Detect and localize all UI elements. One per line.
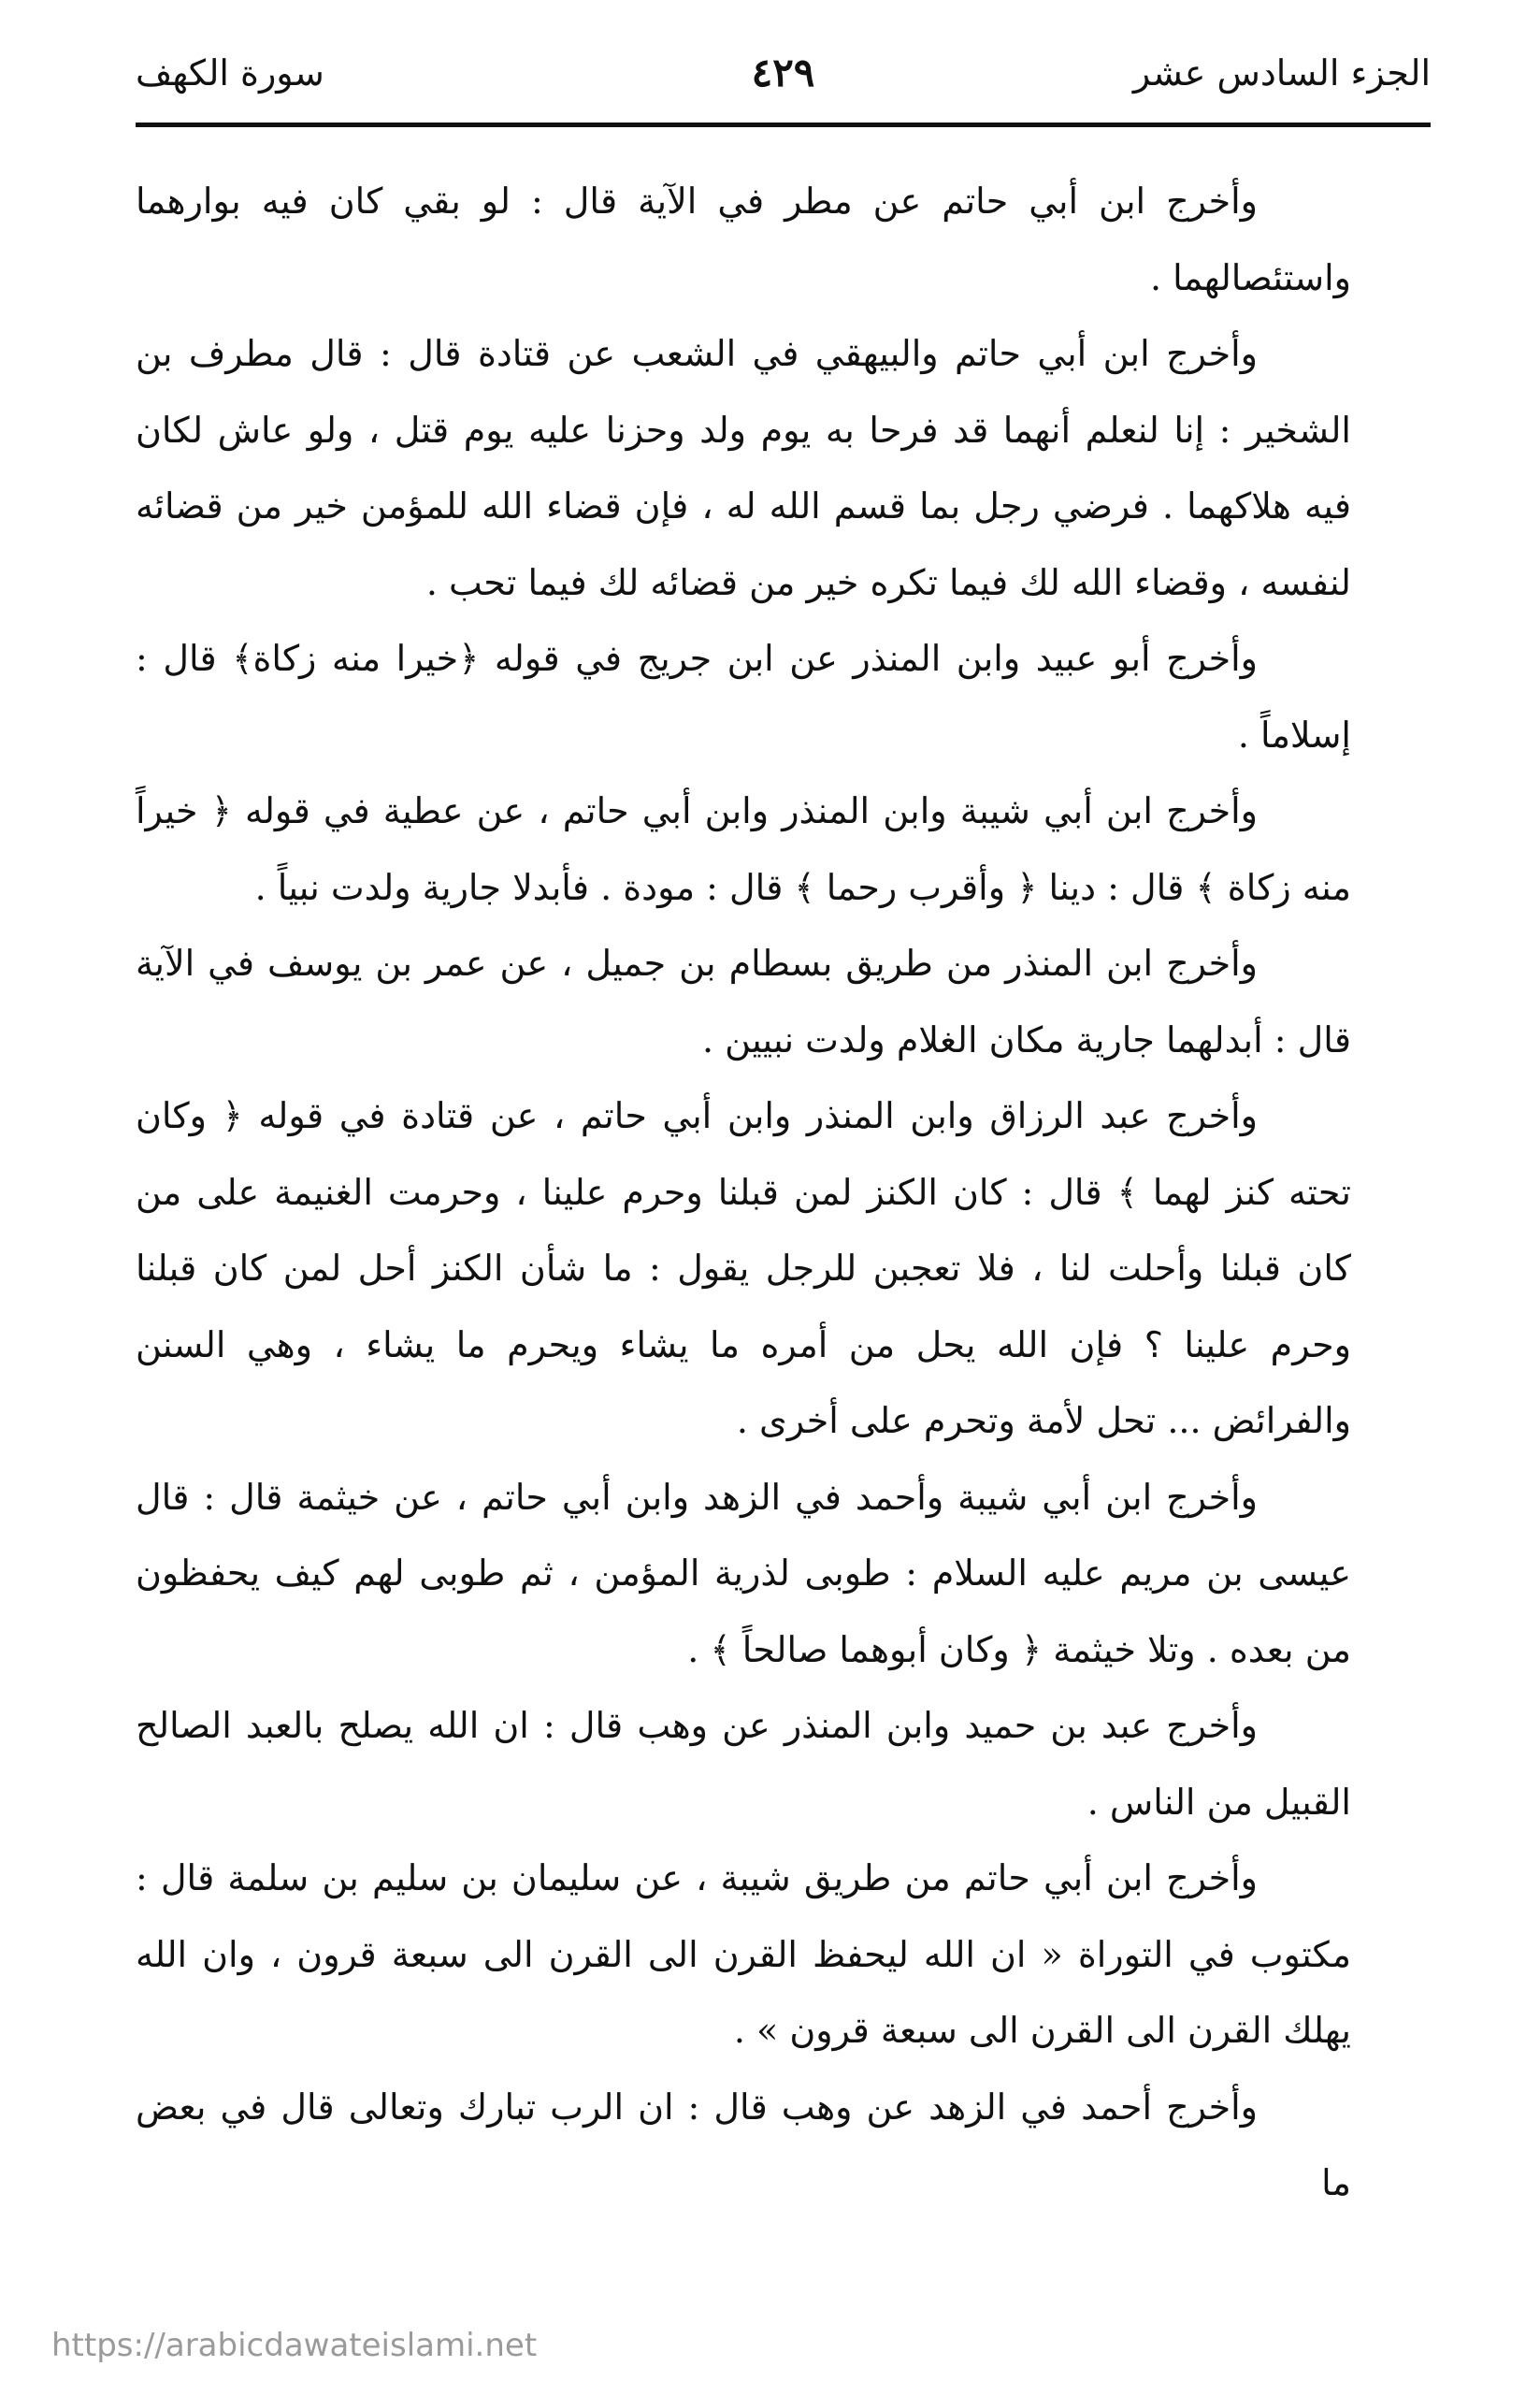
running-header [136, 45, 1431, 110]
paragraph: وأخرج ابن أبي شيبة وابن المنذر وابن أبي حاتم ، عن عطية في قوله ﴿ خيراً منه زكاة ﴾ قال : دينا ﴿ وأقرب رحما ﴾ قال : مودة . فأبدلا جارية ولدت نبياً . [136, 790, 1351, 908]
page-number: ٤٢٩ [751, 50, 815, 95]
header-divider [136, 123, 1431, 127]
paragraph: وأخرج أحمد في الزهد عن وهب قال : ان الرب تبارك وتعالى قال في بعض ما [136, 2085, 1351, 2203]
page-body [136, 164, 1351, 2222]
source-watermark: https://arabicdawateislami.net [51, 2327, 538, 2364]
header-part-label: الجزء السادس عشر [1132, 52, 1431, 94]
paragraph: وأخرج عبد الرزاق وابن المنذر وابن أبي حاتم ، عن قتادة في قوله ﴿ وكان تحته كنز لهما ﴾ قال : كان الكنز لمن قبلنا وحرم علينا ، وحرمت الغنيمة على من كان قبلنا وأحلت لنا ، فلا تعجبن للرجل يقول : ما شأن الكنز أحل لمن كان قبلنا وحرم علينا ؟ فإن الله يحل من أمره ما يشاء ويحرم ما يشاء ، وهي السنن والفرائض ... تحل لأمة وتحرم على أخرى . [136, 1095, 1351, 1441]
paragraph: وأخرج أبو عبيد وابن المنذر عن ابن جريج في قوله ﴿خيرا منه زكاة﴾ قال : إسلاماً . [136, 638, 1351, 756]
paragraph: وأخرج ابن أبي حاتم من طريق شيبة ، عن سليمان بن سليم بن سلمة قال : مكتوب في التوراة « ان الله ليحفظ القرن الى القرن الى سبعة قرون ، وان الله يهلك القرن الى القرن الى سبعة قرون » . [136, 1857, 1351, 2051]
paragraph: وأخرج ابن أبي حاتم والبيهقي في الشعب عن قتادة قال : قال مطرف بن الشخير : إنا لنعلم أنهما قد فرحا به يوم ولد وحزنا عليه يوم قتل ، ولو عاش لكان فيه هلاكهما . فرضي رجل بما قسم الله له ، فإن قضاء الله للمؤمن خير من قضائه لنفسه ، وقضاء الله لك فيما تكره خير من قضائه لك فيما تحب . [136, 333, 1351, 603]
paragraph: وأخرج ابن أبي شيبة وأحمد في الزهد وابن أبي حاتم ، عن خيثمة قال : قال عيسى بن مريم عليه السلام : طوبى لذرية المؤمن ، ثم طوبى لهم كيف يحفظون من بعده . وتلا خيثمة ﴿ وكان أبوهما صالحاً ﴾ . [136, 1476, 1351, 1670]
paragraph: وأخرج ابن المنذر من طريق بسطام بن جميل ، عن عمر بن يوسف في الآية قال : أبدلهما جارية مكان الغلام ولدت نبيين . [136, 943, 1351, 1061]
paragraph: وأخرج ابن أبي حاتم عن مطر في الآية قال : لو بقي كان فيه بوارهما واستئصالهما . [136, 180, 1351, 298]
header-surah-label: سورة الكهف [136, 52, 324, 94]
paragraph: وأخرج عبد بن حميد وابن المنذر عن وهب قال : ان الله يصلح بالعبد الصالح القبيل من الناس . [136, 1705, 1351, 1823]
